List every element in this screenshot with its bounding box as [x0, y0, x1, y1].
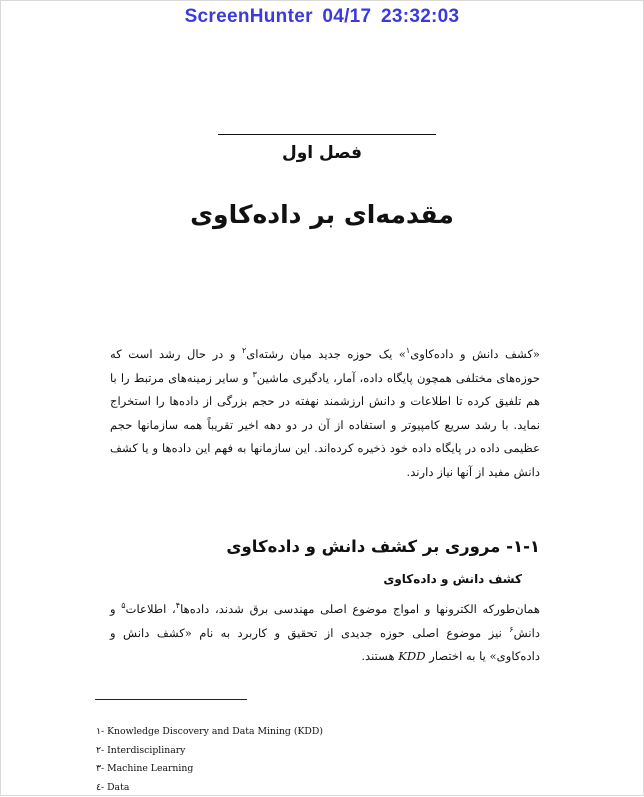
- footnotes: [96, 723, 516, 797]
- footnote-item: ٣- Machine Learning: [96, 760, 516, 779]
- text-run: «کشف دانش و داده‌کاوی: [410, 347, 540, 361]
- footnote-item: ١- Knowledge Discovery and Data Mining (KDD): [96, 723, 516, 742]
- text-run: هستند.: [361, 649, 398, 663]
- text-run: همان‌طورکه الکترونها و امواج موضوع اصلی مهندسی برق شدند، داده‌ها: [180, 602, 540, 616]
- text-run: ، اطلاعات: [126, 602, 176, 616]
- footnote-marker: ۱: [406, 346, 410, 355]
- footnote-item: ٤- Data: [96, 779, 516, 797]
- footnote-marker: ۶: [509, 625, 513, 634]
- section-paragraph: [110, 598, 540, 669]
- intro-paragraph: [110, 343, 540, 484]
- text-run: » یک حوزه جدید میان رشته‌ای: [246, 347, 406, 361]
- chapter-label: فصل اول: [0, 143, 644, 163]
- text-run: و در حال رشد است که حوزه‌های مختلفی همچون پایگاه داده، آمار، یادگیری ماشین: [110, 347, 540, 385]
- chapter-title: مقدمه‌ای بر داده‌کاوی: [0, 200, 644, 229]
- footnote-item: ٢- Interdisciplinary: [96, 742, 516, 761]
- footnote-marker: ۴: [176, 601, 180, 610]
- chapter-top-rule: [218, 134, 436, 135]
- text-run: و دانش: [110, 602, 540, 640]
- footnote-marker: ۳: [253, 370, 257, 379]
- screenhunter-watermark: ScreenHunter 04/17 23:32:03: [0, 6, 644, 28]
- kdd-abbreviation: KDD: [398, 649, 425, 663]
- text-run: نیز موضوع اصلی حوزه جدیدی از تحقیق و کاربرد به نام «کشف دانش و داده‌کاوی» یا به اختصار: [110, 626, 540, 664]
- footnote-marker: ۵: [121, 601, 125, 610]
- section-heading: ۱-۱- مروری بر کشف دانش و داده‌کاوی: [226, 537, 540, 556]
- sub-heading: کشف دانش و داده‌کاوی: [383, 572, 522, 586]
- text-run: و سایر زمینه‌های مرتبط را با هم تلفیق کرده تا اطلاعات و دانش ارزشمند نهفته در حجم بزرگی از داده‌ها را استخراج نماید. با رشد سریع کامپیوتر و استفاده از آن در دو دهه اخیر تقریباً همه سازمانها حجم عظیمی داده در پایگاه داده خود ذخیره کرده‌اند. این سازمانها به فهم این داده‌ها و یا کشف دانش مفید از آنها نیاز دارند.: [110, 371, 540, 479]
- footnote-separator: [95, 699, 247, 700]
- footnote-marker: ۲: [242, 346, 246, 355]
